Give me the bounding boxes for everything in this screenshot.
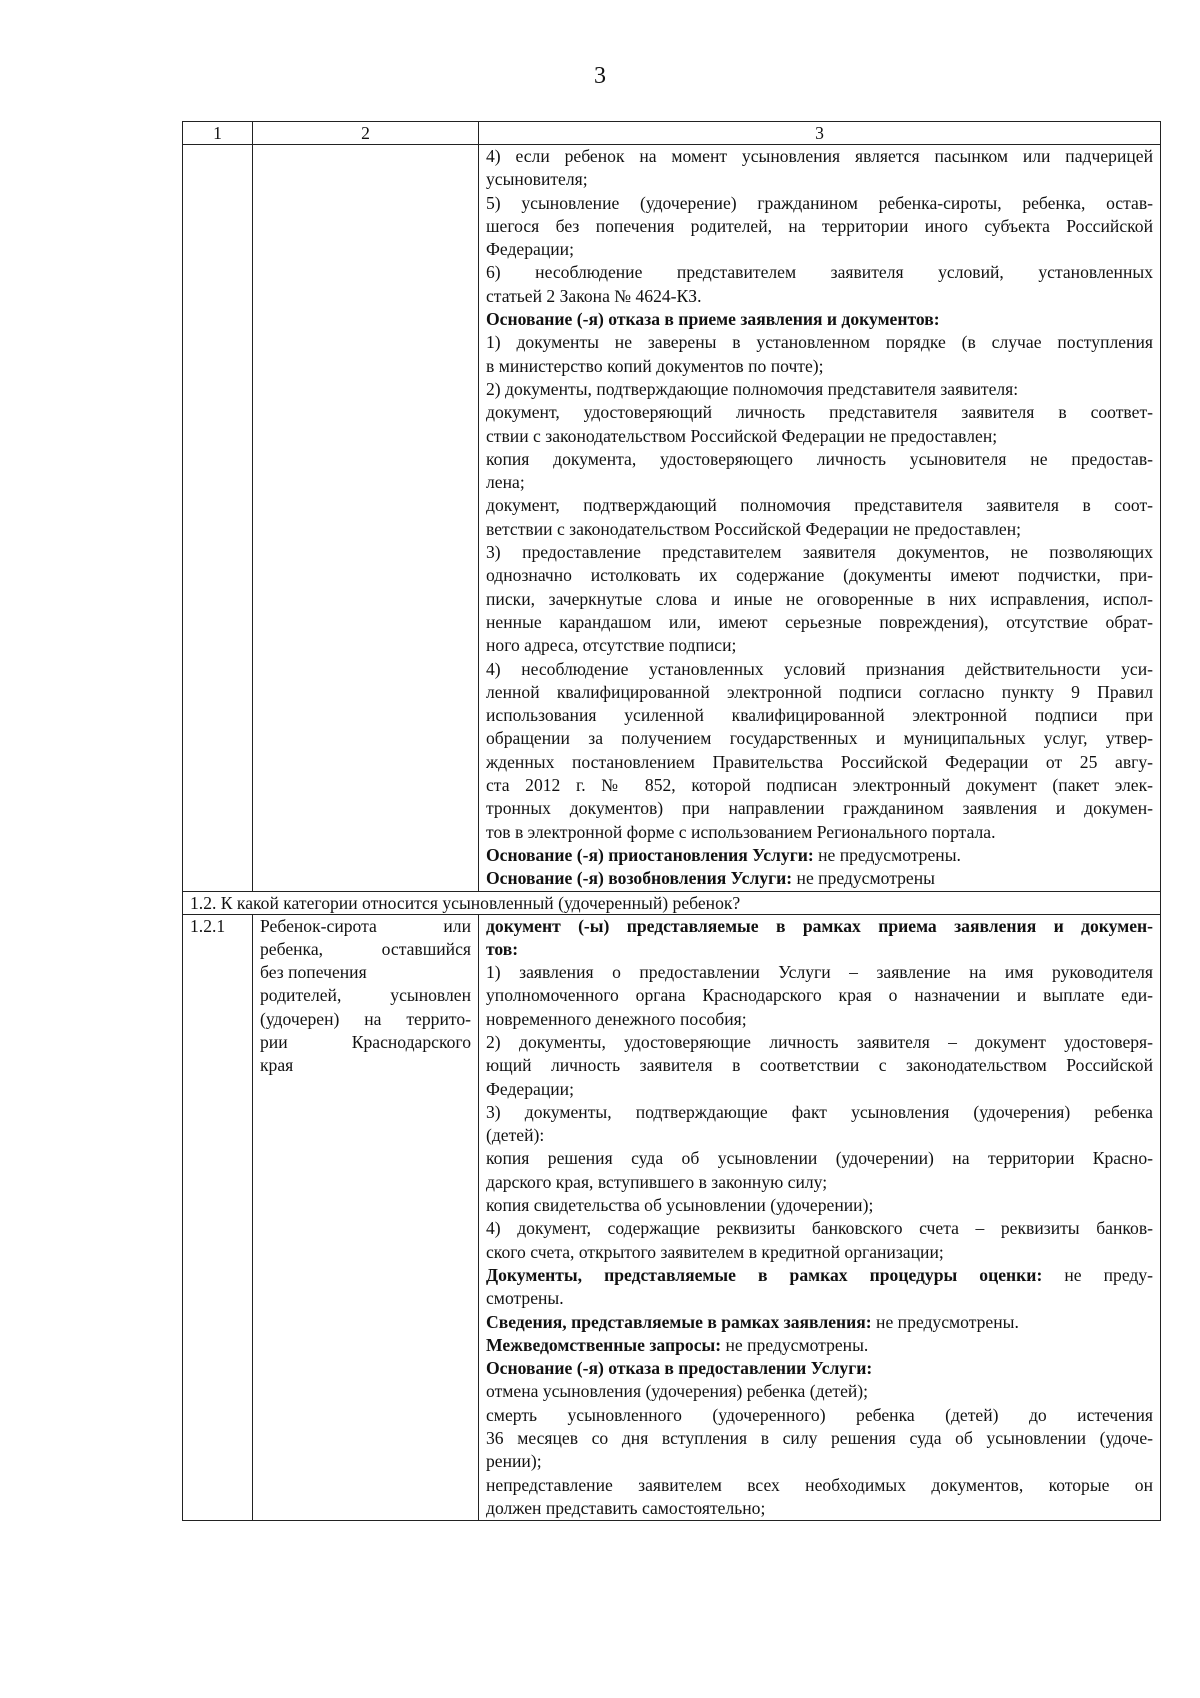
text-line: должен представить самостоятельно; [486, 1497, 766, 1518]
text-line: 3) предоставление представителем заявителя документов, не позволяющих [486, 542, 1153, 563]
text-line: отмена усыновления (удочерения) ребенка (детей); [486, 1381, 869, 1402]
text-line: 3) документы, подтверждающие факт усыновления (удочерения) ребенка [486, 1101, 1153, 1122]
text-line: дарского края, вступившего в законную силу; [486, 1171, 828, 1192]
text-line: документ (-ы) представляемые в рамках приема заявления и докумен- [486, 915, 1153, 936]
continuation-row [183, 145, 1161, 892]
text-line: шегося без попечения родителей, на территории иного субъекта Российской [486, 215, 1153, 236]
text-line: непредставление заявителем всех необходимых документов, которые он [486, 1474, 1153, 1495]
text-line: копия решения суда об усыновлении (удочерении) на территории Красно- [486, 1148, 1153, 1169]
text-line: усыновителя; [486, 169, 588, 190]
bold-label: Документы, представляемые в рамках процедуры оценки: [486, 1264, 1043, 1285]
text-line: лена; [486, 472, 525, 493]
label-value: не предусмотрены [792, 868, 935, 889]
text-line: 4) если ребенок на момент усыновления является пасынком или падчерицей [486, 146, 1153, 166]
bold-label: Основание (-я) возобновления Услуги: [486, 868, 793, 889]
category-line: края [260, 1055, 294, 1076]
text-line: Федерации; [486, 239, 574, 260]
category-line: ребенка, оставшийся [260, 938, 471, 959]
text-line: уполномоченного органа Краснодарского края о назначении и выплате еди- [486, 985, 1153, 1006]
text-line: рении); [486, 1451, 542, 1472]
text-line: использования усиленной квалифицированной электронной подписи при [486, 705, 1153, 726]
bold-label: Основание (-я) приостановления Услуги: [486, 844, 814, 865]
text-line: тов: [486, 938, 519, 959]
text-line: ствии с законодательством Российской Федерации не предоставлен; [486, 425, 998, 446]
text-line: Основание (-я) отказа в приеме заявления и документов: [486, 309, 940, 330]
category-line: рии Краснодарского [260, 1031, 471, 1052]
continuation-content-cell [479, 145, 1161, 892]
text-line: 1) заявления о предоставлении Услуги – заявление на имя руководителя [486, 962, 1153, 983]
text-line: тов в электронной форме с использованием Регионального портала. [486, 821, 996, 842]
text-line: ненные карандашом или, имеют серьезные повреждения), отсутствие обрат- [486, 611, 1153, 632]
text-line: ста 2012 г. № 852, которой подписан электронный документ (пакет элек- [486, 775, 1153, 796]
label-value: не предусмотрены. [813, 844, 961, 865]
continuation-cell-2 [253, 145, 479, 892]
row-content-cell [479, 914, 1161, 1521]
text-line: копия документа, удостоверяющего личность усыновителя не предостав- [486, 448, 1153, 469]
text-line: ного адреса, отсутствие подписи; [486, 635, 737, 656]
category-cell [253, 914, 479, 1521]
text-line: 2) документы, подтверждающие полномочия представителя заявителя: [486, 378, 1019, 399]
text-line: (детей): [486, 1125, 545, 1146]
label-value: не предусмотрены. [871, 1311, 1019, 1332]
text-line: ленной квалифицированной электронной подписи согласно пункту 9 Правил [486, 681, 1153, 702]
text-line: 4) несоблюдение установленных условий признания действительности уси- [486, 658, 1153, 679]
text-line: 6) несоблюдение представителем заявителя условий, установленных [486, 262, 1153, 283]
text-line: 5) усыновление (удочерение) гражданином ребенка-сироты, ребенка, остав- [486, 192, 1153, 213]
text-line [486, 844, 1153, 867]
column-number-3: 3 [479, 122, 1161, 145]
table-row [183, 914, 1161, 1521]
regulation-table [182, 121, 1161, 1521]
page-number: 3 [594, 63, 606, 89]
text-line: 36 месяцев со дня вступления в силу решения суда об усыновлении (удоче- [486, 1428, 1153, 1449]
text-line: смерть усыновленного (удочеренного) ребенка (детей) до истечения [486, 1404, 1153, 1425]
text-line: Основание (-я) отказа в предоставлении Услуги: [486, 1358, 873, 1379]
text-line: документ, удостоверяющий личность представителя заявителя в соответ- [486, 402, 1153, 423]
text-line: Федерации; [486, 1078, 574, 1099]
text-line: тронных документов) при направлении гражданином заявления и докумен- [486, 798, 1153, 819]
text-line: 2) документы, удостоверяющие личность заявителя – документ удостоверя- [486, 1031, 1153, 1052]
text-line: статьей 2 Закона № 4624-КЗ. [486, 285, 702, 306]
row-number: 1.2.1 [183, 914, 253, 1521]
bold-label: Межведомственные запросы: [486, 1334, 722, 1355]
text-line: копия свидетельства об усыновлении (удочерении); [486, 1195, 874, 1216]
text-line: 1) документы не заверены в установленном порядке (в случае поступления [486, 332, 1153, 353]
text-line: в министерство копий документов по почте); [486, 355, 824, 376]
bold-label: Сведения, представляемые в рамках заявления: [486, 1311, 872, 1332]
table-header-row [183, 122, 1161, 145]
text-line: однозначно истолковать их содержание (документы имеют подчистки, при- [486, 565, 1153, 586]
category-line: Ребенок-сирота или [260, 915, 471, 936]
text-line: 4) документ, содержащие реквизиты банковского счета – реквизиты банков- [486, 1218, 1153, 1239]
text-line: новременного денежного пособия; [486, 1008, 747, 1029]
continuation-cell-1 [183, 145, 253, 892]
column-number-1: 1 [183, 122, 253, 145]
category-line: (удочерен) на террито- [260, 1008, 471, 1029]
text-line: жденных постановлением Правительства Российской Федерации от 25 авгу- [486, 751, 1153, 772]
section-title: 1.2. К какой категории относится усыновленный (удочеренный) ребенок? [183, 891, 1161, 914]
label-value: не преду- [1042, 1264, 1154, 1285]
text-line [486, 1264, 1153, 1287]
text-line: ющий личность заявителя в соответствии с законодательством Российской [486, 1055, 1153, 1076]
category-line: родителей, усыновлен [260, 985, 471, 1006]
text-line [486, 1311, 1153, 1334]
text-line: документ, подтверждающий полномочия представителя заявителя в соот- [486, 495, 1153, 516]
text-line: ского счета, открытого заявителем в кредитной организации; [486, 1241, 944, 1262]
section-row [183, 891, 1161, 914]
text-line: смотрены. [486, 1288, 564, 1309]
label-value: не предусмотрены. [721, 1334, 869, 1355]
column-number-2: 2 [253, 122, 479, 145]
text-line: обращении за получением государственных и муниципальных услуг, утвер- [486, 728, 1153, 749]
text-line [486, 867, 1153, 890]
text-line: писки, зачеркнутые слова и иные не оговоренные в них исправления, испол- [486, 588, 1153, 609]
text-line: ветствии с законодательством Российской Федерации не предоставлен; [486, 518, 1022, 539]
text-line [486, 1334, 1153, 1357]
category-line: без попечения [260, 962, 367, 983]
